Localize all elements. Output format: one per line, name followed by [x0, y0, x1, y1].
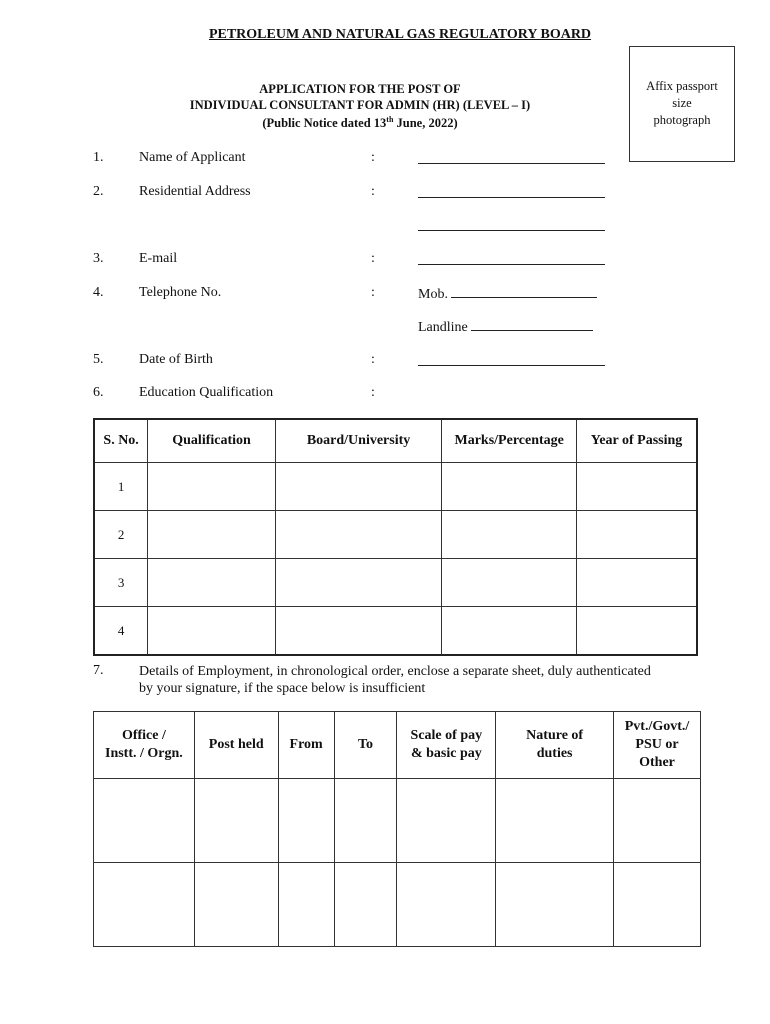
document-title: PETROLEUM AND NATURAL GAS REGULATORY BOARD [208, 27, 592, 42]
heading-line-3 [60, 115, 660, 131]
table-row [94, 779, 701, 863]
mobile-field [418, 285, 597, 303]
header-post [194, 712, 278, 779]
row-number: 4 [94, 607, 148, 656]
table-cell[interactable] [614, 863, 701, 947]
instructions-line-1: Details of Employment, in chronological order, enclose a separate sheet, duly authenticated [139, 664, 651, 679]
table-cell[interactable] [275, 559, 441, 607]
header-text: Other [639, 755, 675, 770]
field-colon: : [371, 251, 375, 266]
header-to [334, 712, 397, 779]
table-cell[interactable] [194, 863, 278, 947]
header-text: Instt. / Orgn. [105, 746, 183, 761]
photo-box-line-1: Affix passport [646, 79, 718, 93]
field-number: 3. [93, 251, 104, 266]
row-number: 2 [94, 511, 148, 559]
field-number: 1. [93, 150, 104, 165]
header-text: From [289, 737, 323, 752]
table-cell[interactable] [148, 511, 276, 559]
table-cell[interactable] [275, 607, 441, 656]
table-cell[interactable] [334, 779, 397, 863]
field-number: 6. [93, 385, 104, 400]
table-cell[interactable] [275, 463, 441, 511]
photo-box-line-3: photograph [653, 113, 711, 127]
table-row [94, 607, 697, 656]
field-colon: : [371, 150, 375, 165]
name-input-line[interactable] [418, 163, 605, 164]
table-header-row [94, 712, 701, 779]
address-input-line-1[interactable] [418, 197, 605, 198]
table-cell[interactable] [278, 779, 334, 863]
table-cell[interactable] [442, 463, 577, 511]
table-row [94, 559, 697, 607]
landline-label: Landline [418, 320, 468, 335]
row-number: 3 [94, 559, 148, 607]
employment-table [93, 711, 701, 947]
heading-line-2: INDIVIDUAL CONSULTANT FOR ADMIN (HR) (LEVEL – I) [189, 98, 531, 112]
table-cell[interactable] [496, 779, 614, 863]
field-colon: : [371, 285, 375, 300]
header-text: & basic pay [410, 746, 482, 761]
field-label-email: E-mail [139, 251, 178, 266]
table-cell[interactable] [148, 607, 276, 656]
notice-date-rest: June, 2022) [393, 116, 458, 131]
header-scale [397, 712, 496, 779]
table-row [94, 463, 697, 511]
field-number: 7. [93, 663, 104, 678]
header-text: PSU or [635, 737, 679, 752]
table-cell[interactable] [496, 863, 614, 947]
table-cell[interactable] [194, 779, 278, 863]
table-header-row [94, 419, 697, 463]
header-from [278, 712, 334, 779]
table-cell[interactable] [94, 779, 195, 863]
header-office [94, 712, 195, 779]
table-cell[interactable] [397, 863, 496, 947]
table-cell[interactable] [442, 511, 577, 559]
table-cell[interactable] [148, 559, 276, 607]
field-colon: : [371, 385, 375, 400]
header-nature [496, 712, 614, 779]
field-colon: : [371, 352, 375, 367]
education-table [93, 418, 698, 656]
table-cell[interactable] [94, 863, 195, 947]
table-cell[interactable] [275, 511, 441, 559]
table-row [94, 863, 701, 947]
table-cell[interactable] [614, 779, 701, 863]
header-text: To [357, 737, 374, 752]
table-cell[interactable] [577, 463, 697, 511]
header-text: Post held [208, 737, 264, 752]
table-cell[interactable] [278, 863, 334, 947]
employment-instructions [139, 663, 719, 697]
mobile-label: Mob. [418, 287, 448, 302]
header-text: Nature of [526, 728, 584, 743]
table-cell[interactable] [577, 511, 697, 559]
header-text: Scale of pay [410, 728, 483, 743]
field-label-address: Residential Address [139, 184, 251, 199]
field-label-dob: Date of Birth [139, 352, 213, 367]
header-qualification: Qualification [148, 419, 276, 463]
header-sno: S. No. [94, 419, 148, 463]
mobile-input-line[interactable] [451, 285, 597, 298]
field-number: 5. [93, 352, 104, 367]
table-cell[interactable] [397, 779, 496, 863]
field-number: 4. [93, 285, 104, 300]
field-label-telephone: Telephone No. [139, 285, 222, 300]
header-text: Pvt./Govt./ [624, 719, 690, 734]
field-label-name: Name of Applicant [139, 150, 246, 165]
table-cell[interactable] [577, 559, 697, 607]
instructions-line-2: by your signature, if the space below is insufficient [139, 681, 426, 696]
field-label-education: Education Qualification [139, 385, 274, 400]
landline-input-line[interactable] [471, 318, 593, 331]
field-colon: : [371, 184, 375, 199]
table-cell[interactable] [442, 559, 577, 607]
header-sector [614, 712, 701, 779]
row-number: 1 [94, 463, 148, 511]
landline-field [418, 318, 593, 336]
header-marks: Marks/Percentage [442, 419, 577, 463]
header-text: Office / [121, 728, 166, 743]
header-year: Year of Passing [577, 419, 697, 463]
address-input-line-2[interactable] [418, 230, 605, 231]
notice-date-suffix: th [386, 115, 394, 124]
field-number: 2. [93, 184, 104, 199]
table-cell[interactable] [148, 463, 276, 511]
table-row [94, 511, 697, 559]
heading-line-1: APPLICATION FOR THE POST OF [259, 82, 461, 96]
table-cell[interactable] [577, 607, 697, 656]
header-text: duties [536, 746, 573, 761]
dob-input-line[interactable] [418, 365, 605, 366]
table-cell[interactable] [334, 863, 397, 947]
header-board: Board/University [275, 419, 441, 463]
notice-date-prefix: (Public Notice dated 13 [262, 116, 387, 131]
photo-box-line-2: size [672, 96, 692, 110]
table-cell[interactable] [442, 607, 577, 656]
email-input-line[interactable] [418, 264, 605, 265]
